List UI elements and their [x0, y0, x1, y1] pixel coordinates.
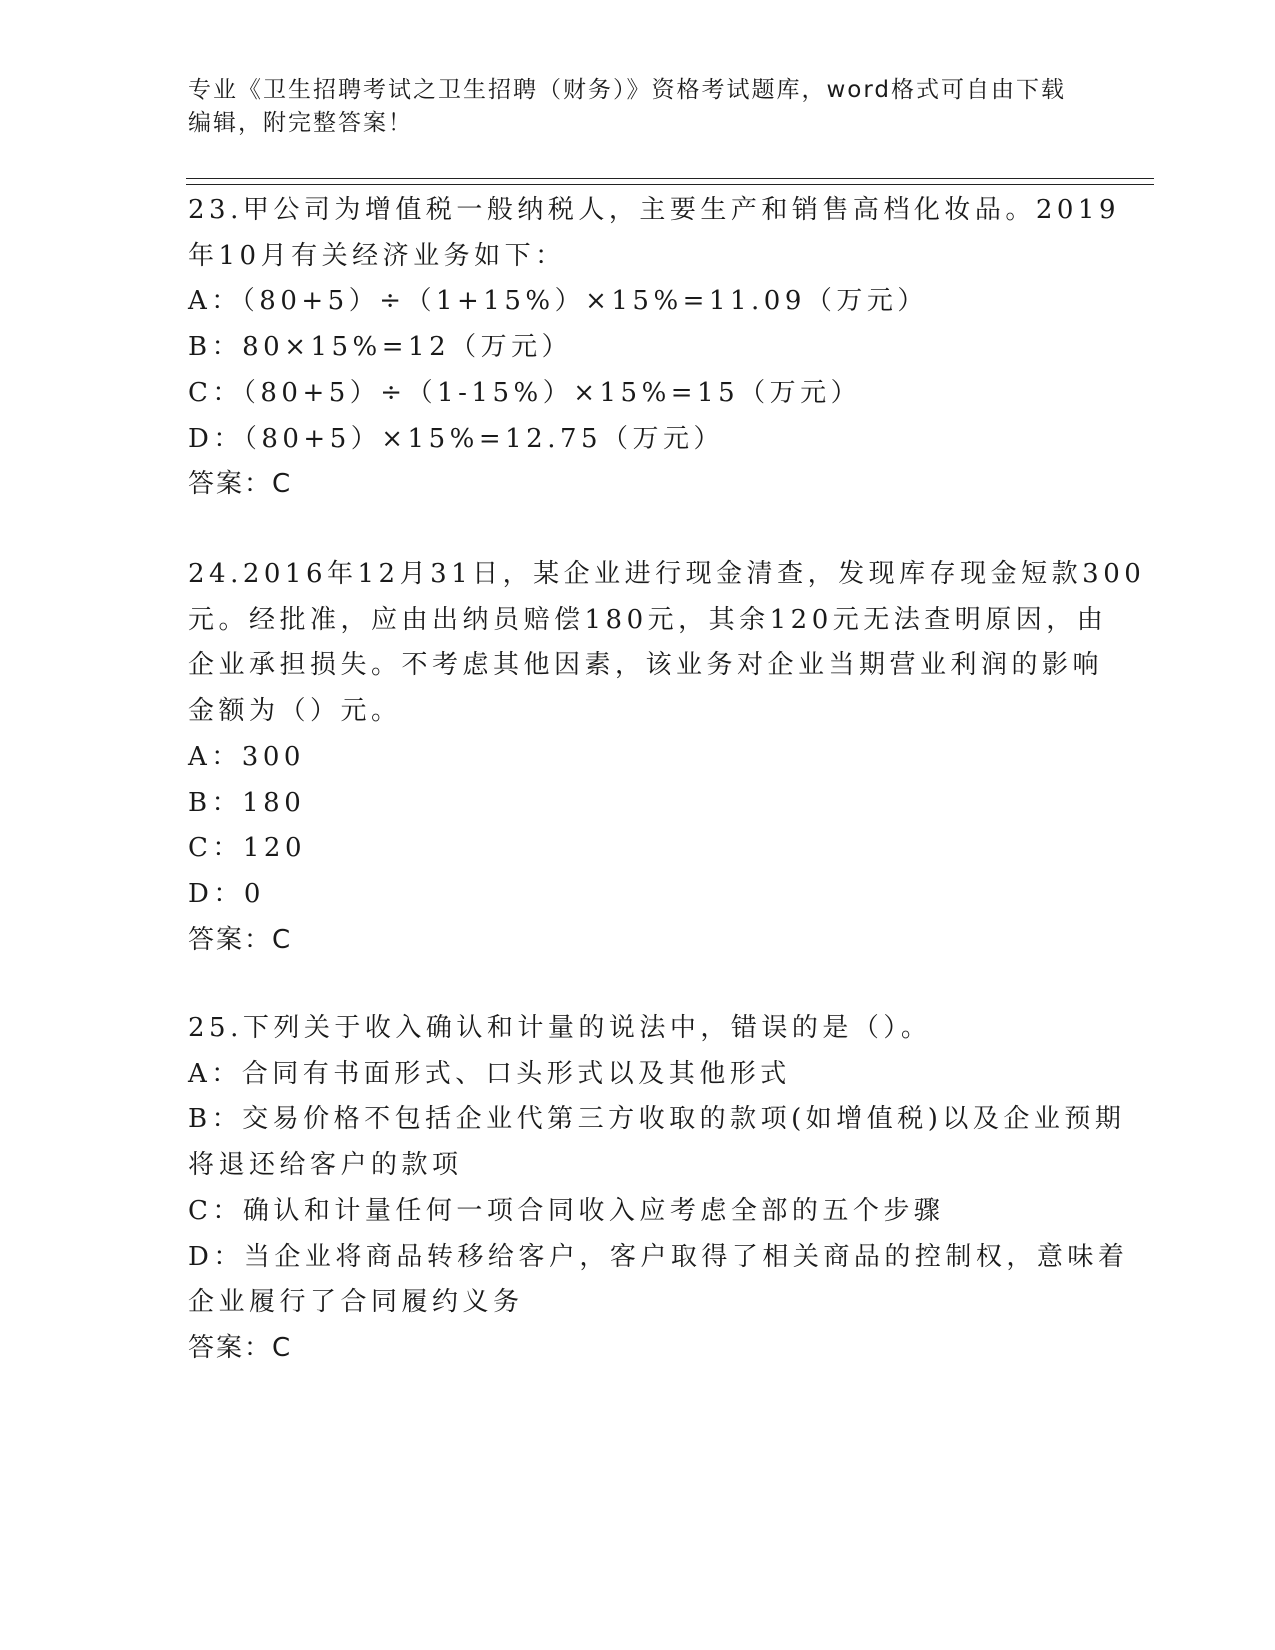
- option-b: B：交易价格不包括企业代第三方收取的款项(如增值税)以及企业预期: [188, 1104, 1126, 1135]
- option-d: D：当企业将商品转移给客户，客户取得了相关商品的控制权，意味着: [188, 1241, 1129, 1272]
- option-a: A：300: [188, 741, 305, 772]
- option-d-continued: 企业履行了合同履约义务: [188, 1287, 524, 1318]
- question-stem-line: 23.甲公司为增值税一般纳税人，主要生产和销售高档化妆品。2019: [188, 195, 1121, 225]
- question-23: [188, 188, 1121, 508]
- option-a: A：合同有书面形式、口头形式以及其他形式: [188, 1058, 791, 1089]
- question-stem-line: 24.2016年12月31日，某企业进行现金清查，发现库存现金短款300: [188, 559, 1146, 589]
- header-line-1: 专业《卫生招聘考试之卫生招聘（财务）》资格考试题库，word格式可自由下载: [188, 77, 1067, 103]
- answer-line: 答案：C: [188, 469, 293, 500]
- option-c: C：确认和计量任何一项合同收入应考虑全部的五个步骤: [188, 1195, 945, 1226]
- question-stem-line: 25.下列关于收入确认和计量的说法中，错误的是（）。: [188, 1013, 932, 1043]
- header-divider-top: [186, 178, 1154, 179]
- option-c: C：120: [188, 833, 307, 864]
- option-b: B：180: [188, 787, 306, 818]
- question-stem-line: 年10月有关经济业务如下：: [188, 240, 566, 271]
- question-24: [188, 552, 1146, 963]
- answer-line: 答案：C: [188, 924, 293, 955]
- question-stem-line: 金额为（）元。: [188, 696, 402, 727]
- header-divider-bottom: [186, 184, 1154, 185]
- option-c: C：（80+5）÷（1-15%）×15%=15（万元）: [188, 377, 862, 408]
- option-a: A：（80+5）÷（1+15%）×15%=11.09（万元）: [188, 286, 928, 317]
- question-stem-line: 企业承担损失。不考虑其他因素，该业务对企业当期营业利润的影响: [188, 650, 1104, 681]
- question-stem-line: 元。经批准，应由出纳员赔偿180元，其余120元无法查明原因，由: [188, 604, 1108, 635]
- option-b: B：80×15%=12（万元）: [188, 332, 573, 363]
- answer-line: 答案：C: [188, 1332, 293, 1363]
- option-d: D：（80+5）×15%=12.75（万元）: [188, 423, 725, 454]
- option-d: D：0: [188, 878, 265, 909]
- header-line-2: 编辑，附完整答案！: [188, 110, 413, 136]
- option-b-continued: 将退还给客户的款项: [188, 1150, 463, 1181]
- question-25: [188, 1006, 1129, 1372]
- document-header: [188, 74, 1088, 140]
